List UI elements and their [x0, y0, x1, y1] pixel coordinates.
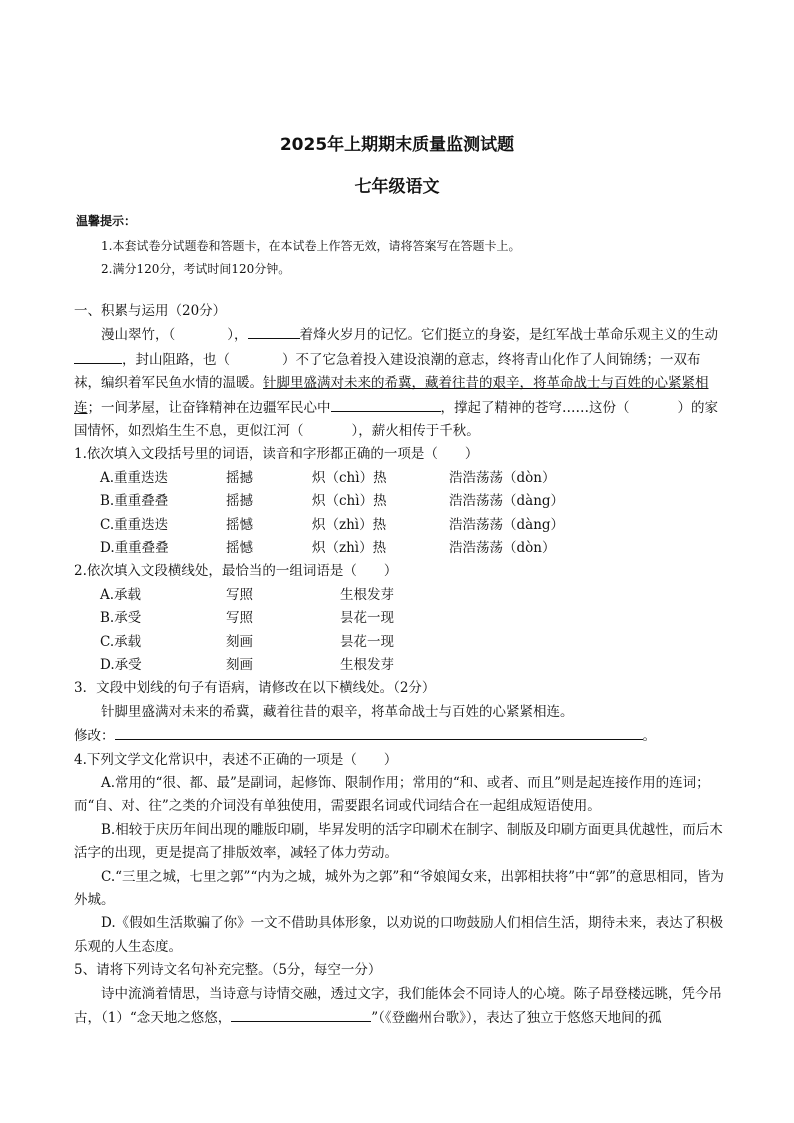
- passage-text: ，封山阻路，也（: [122, 351, 230, 368]
- question-1-options: [100, 467, 724, 561]
- exam-subject: 七年级语文: [354, 177, 440, 197]
- option-cell: 昙花一现: [340, 633, 394, 650]
- option-cell: D.重重叠叠: [100, 540, 169, 557]
- blank: [175, 324, 227, 339]
- passage-text: ）的家国情怀，如烈焰生生不息，更似江河（: [74, 399, 718, 440]
- option-cell: 刻画: [226, 633, 253, 650]
- exam-title: 2025年上期期末质量监测试题: [279, 135, 515, 155]
- option-cell: D.承受: [100, 656, 142, 673]
- question-2-stem: 2.依次填入文段横线处，最恰当的一组词语是（ ）: [74, 563, 398, 580]
- option-cell: 刻画: [226, 656, 253, 673]
- answer-line[interactable]: [115, 724, 643, 740]
- section-heading: 一、积累与运用（20分）: [74, 303, 227, 319]
- option-cell: 写照: [226, 586, 253, 603]
- q5-text: 诗中流淌着情思，当诗意与诗情交融，透过文字，我们能体会不同诗人的心境。陈子昂登楼远眺，凭今吊古，（1）“念天地之悠悠，: [74, 985, 722, 1027]
- option-cell: A.重重迭迭: [100, 469, 169, 486]
- tips-label: 温馨提示：: [76, 214, 137, 228]
- option-cell: A.承载: [100, 586, 142, 603]
- option-cell: 炽（zhì）热: [312, 516, 387, 533]
- option-cell: B.重重叠叠: [100, 493, 169, 510]
- option-row[interactable]: [100, 631, 724, 654]
- paren-space: [630, 397, 678, 412]
- passage-text: 漫山翠竹，（: [101, 327, 176, 344]
- option-cell: 浩浩荡荡（dàng）: [449, 516, 565, 533]
- question-3-stem: 3．文段中划线的句子有语病，请修改在以下横线处。（2分）: [74, 680, 436, 697]
- question-5-stem: 5、请将下列诗文名句补充完整。（5分，每空一分）: [74, 962, 382, 979]
- question-4-option[interactable]: A.常用的“很、都、最”是副词，起修饰、限制作用；常用的“和、或者、而且”则是起连接作用的连词；而“自、对、往”之类的介词没有单独使用，需要跟名词或代词结合在一起组成短语使用。: [74, 775, 710, 815]
- underlined-sentence: 针脚里盛满对未来的希冀，藏着往昔的艰辛，将革命战士与百姓的心紧紧相连: [74, 375, 709, 416]
- passage-text: ；一间茅屋，让奋锋精神在边疆军民心中: [87, 399, 331, 416]
- option-cell: 摇憾: [226, 540, 253, 557]
- answer-end: 。: [642, 728, 656, 745]
- answer-blank[interactable]: [231, 1006, 371, 1022]
- option-cell: 生根发芽: [340, 656, 394, 673]
- option-cell: 写照: [226, 610, 253, 627]
- question-4-option[interactable]: B.相较于庆历年间出现的雕版印刷，毕昇发明的活字印刷术在制字、制版及印刷方面更具优越性，而后木活字的出现，更是提高了排版效率，减轻了体力劳动。: [74, 821, 723, 862]
- option-row[interactable]: [100, 607, 724, 630]
- option-cell: 生根发芽: [340, 586, 394, 603]
- option-cell: 摇撼: [226, 493, 253, 510]
- option-row[interactable]: [100, 490, 724, 513]
- option-cell: 炽（chì）热: [312, 493, 387, 510]
- option-cell: 昙花一现: [340, 610, 394, 627]
- passage-text: ）不了它急着投入建设浪潮的意志，终将青山化作了人间锦绣；一双布袜，编织着军民鱼水情的温暖。: [74, 351, 701, 392]
- passage-text: 着烽火岁月的记忆。它们挺立的身姿，是红军战士革命乐观主义的生动: [299, 327, 718, 344]
- q5-text: ”（《登幽州台歌》），表达了独立于悠悠天地间的孤: [371, 1010, 662, 1027]
- option-row[interactable]: [100, 654, 724, 677]
- option-cell: B.承受: [100, 610, 142, 627]
- option-cell: 炽（chì）热: [312, 469, 387, 486]
- passage-text: ，撑起了精神的苍穹……这份（: [440, 399, 630, 416]
- option-row[interactable]: [100, 467, 724, 490]
- option-cell: C.承载: [100, 633, 142, 650]
- section-1: [74, 300, 724, 1030]
- blank-2: [74, 348, 122, 364]
- option-cell: 浩浩荡荡（dòn）: [449, 540, 556, 557]
- option-row[interactable]: [100, 584, 724, 607]
- option-cell: 浩浩荡荡（dòn）: [449, 469, 556, 486]
- question-4-option[interactable]: C.“三里之城，七里之郭”“内为之城，城外为之郭”和“爷娘闻女来，出郭相扶将”中“郭”的意思相同，皆为外城。: [74, 868, 724, 909]
- option-row[interactable]: [100, 537, 724, 560]
- passage-text: ），: [227, 327, 248, 344]
- question-5-text: [74, 983, 724, 1031]
- option-cell: 浩浩荡荡（dàng）: [449, 493, 565, 510]
- question-4-stem: 4.下列文学文化常识中，表述不正确的一项是（ ）: [74, 751, 398, 768]
- option-cell: C.重重迭迭: [100, 516, 169, 533]
- blank-1: [248, 323, 300, 339]
- blank-3: [331, 396, 441, 412]
- option-cell: 摇憾: [226, 516, 253, 533]
- question-1-stem: 1.依次填入文段括号里的词语，读音和字形都正确的一项是（ ）: [74, 446, 479, 463]
- answer-label: 修改：: [74, 728, 115, 745]
- passage-text: ），薪火相传于千秋。: [351, 423, 480, 440]
- paren-space: [304, 420, 352, 435]
- tip-item: 1.本套试卷分试题卷和答题卡，在本试卷上作答无效，请将答案写在答题卡上。: [101, 239, 521, 253]
- paren-space: [230, 349, 282, 364]
- question-3-sentence: 针脚里盛满对未来的希冀，藏着往昔的艰辛，将革命战士与百姓的心紧紧相连。: [101, 703, 574, 720]
- question-2-options: [100, 584, 724, 678]
- passage: [74, 323, 724, 443]
- option-cell: 摇撼: [226, 469, 253, 486]
- tip-item: 2.满分120分，考试时间120分钟。: [101, 262, 291, 276]
- option-row[interactable]: [100, 514, 724, 537]
- tips-block: [76, 212, 736, 281]
- option-cell: 炽（zhì）热: [312, 540, 387, 557]
- question-4-option[interactable]: D.《假如生活欺骗了你》一文不借助具体形象，以劝说的口吻鼓励人们相信生活，期待未来，表达了积极乐观的人生态度。: [74, 915, 724, 955]
- question-3-answer: [74, 724, 724, 748]
